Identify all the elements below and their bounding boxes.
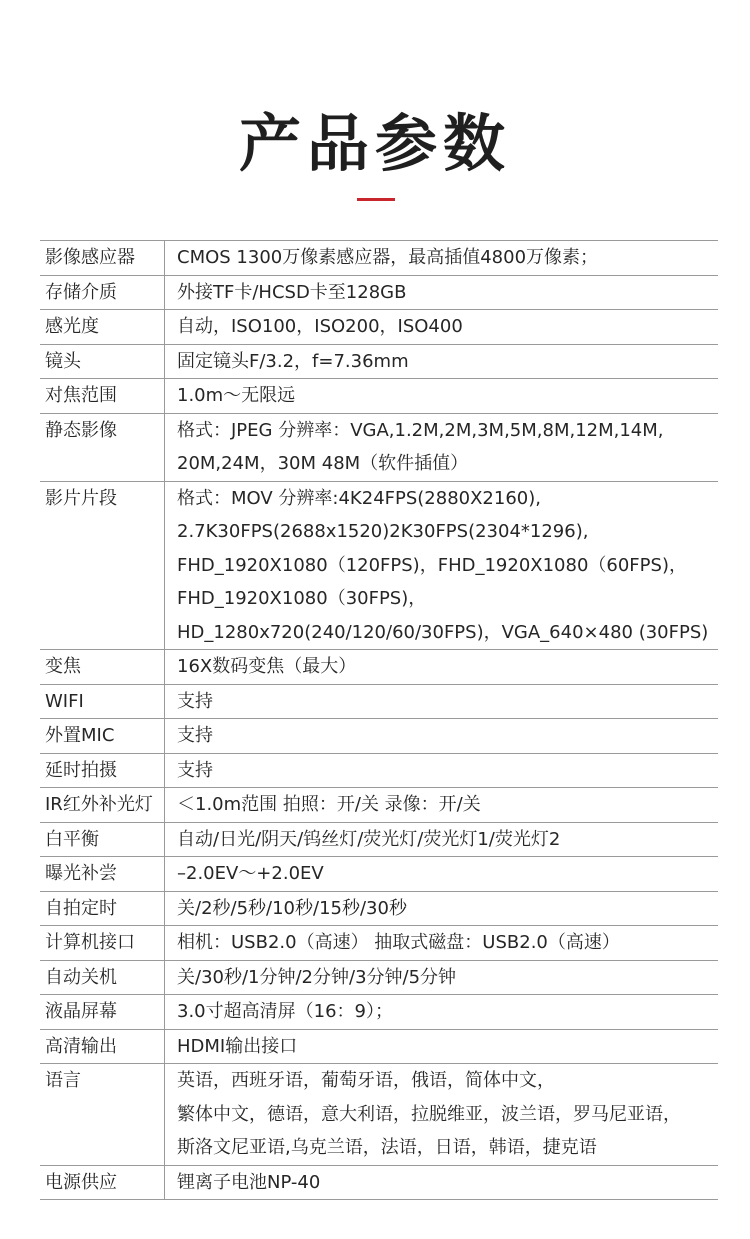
spec-label: 变焦 [40,650,165,685]
spec-row [40,857,718,892]
spec-table [40,240,718,1200]
spec-value [165,960,719,995]
page-title: 产品参数 [238,107,511,180]
spec-value [165,684,719,719]
spec-row [40,753,718,788]
spec-value [165,241,719,276]
spec-label: 液晶屏幕 [40,995,165,1030]
spec-value [165,857,719,892]
spec-value-line: 锂离子电池NP-40 [177,1171,321,1193]
spec-value-line: 1.0m～无限远 [177,385,296,406]
spec-row [40,960,718,995]
spec-value-line: 繁体中文，德语，意大利语，拉脱维亚，波兰语，罗马尼亚语， [177,1103,681,1125]
spec-value [165,481,719,650]
spec-value-line: FHD_1920X1080（120FPS)，FHD_1920X1080（60FPS)， [177,554,687,576]
spec-label: 影片片段 [40,481,165,650]
spec-label: 计算机接口 [40,926,165,961]
spec-value-line: 格式：JPEG 分辨率：VGA,1.2M,2M,3M,5M,8M,12M,14M, [177,419,664,441]
spec-row [40,413,718,481]
spec-value-line: –2.0EV～+2.0EV [177,863,324,884]
spec-value [165,995,719,1030]
spec-value-line: HD_1280x720(240/120/60/30FPS)，VGA_640×480 (30FPS) [177,621,709,643]
spec-row [40,788,718,823]
spec-value [165,788,719,823]
spec-value-line: FHD_1920X1080（30FPS)， [177,588,427,609]
spec-value-line: 外接TF卡/HCSD卡至128GB [177,281,407,303]
spec-label: 自拍定时 [40,891,165,926]
spec-label: 电源供应 [40,1165,165,1200]
spec-value [165,275,719,310]
spec-label: 镜头 [40,344,165,379]
spec-label: 外置MIC [40,719,165,754]
spec-value [165,344,719,379]
spec-label: 感光度 [40,310,165,345]
spec-label: 曝光补尝 [40,857,165,892]
spec-value-line: 自动，ISO100，ISO200，ISO400 [177,316,463,337]
spec-value-line: 支持 [177,725,213,746]
spec-row [40,275,718,310]
spec-value-line: 相机：USB2.0（高速） 抽取式磁盘：USB2.0（高速） [177,932,620,953]
spec-value-line: 支持 [177,759,213,781]
spec-row [40,891,718,926]
spec-label: IR红外补光灯 [40,788,165,823]
spec-row [40,310,718,345]
spec-value-line: 固定镜头F/3.2，f=7.36mm [177,350,409,372]
spec-label: WIFI [40,684,165,719]
spec-row [40,481,718,650]
spec-label: 存储介质 [40,275,165,310]
spec-value-line: 自动/日光/阴天/钨丝灯/荧光灯/荧光灯1/荧光灯2 [177,828,561,850]
spec-row [40,926,718,961]
spec-label: 语言 [40,1064,165,1166]
spec-value [165,822,719,857]
spec-value [165,1064,719,1166]
spec-row [40,379,718,414]
spec-value-line: 斯洛文尼亚语,乌克兰语，法语，日语，韩语，捷克语 [177,1137,597,1158]
spec-value [165,1165,719,1200]
spec-label: 静态影像 [40,413,165,481]
spec-row [40,822,718,857]
spec-label: 高清输出 [40,1029,165,1064]
spec-value [165,719,719,754]
spec-value-line: CMOS 1300万像素感应器，最高插值4800万像素； [177,247,599,268]
spec-row [40,650,718,685]
spec-row [40,684,718,719]
spec-table-body [40,241,718,1200]
spec-label: 对焦范围 [40,379,165,414]
spec-value-line: 2.7K30FPS(2688x1520)2K30FPS(2304*1296), [177,521,589,542]
spec-value [165,310,719,345]
spec-value-line: 16X数码变焦（最大） [177,656,357,677]
spec-value [165,891,719,926]
spec-value-line: ＜1.0m范围 拍照：开/关 录像：开/关 [177,794,481,815]
spec-row [40,241,718,276]
spec-row [40,344,718,379]
spec-label: 延时拍摄 [40,753,165,788]
spec-value [165,1029,719,1064]
spec-value-line: 英语，西班牙语，葡萄牙语，俄语，简体中文， [177,1070,555,1091]
spec-row [40,1064,718,1166]
spec-value [165,650,719,685]
spec-value-line: HDMI输出接口 [177,1035,298,1057]
spec-row [40,1029,718,1064]
spec-row [40,995,718,1030]
spec-value-line: 3.0寸超高清屏（16：9）； [177,1001,393,1022]
spec-label: 白平衡 [40,822,165,857]
spec-label: 影像感应器 [40,241,165,276]
spec-value-line: 关/30秒/1分钟/2分钟/3分钟/5分钟 [177,966,457,988]
title-underline [357,198,395,201]
spec-row [40,719,718,754]
spec-value [165,926,719,961]
spec-value-line: 支持 [177,690,213,712]
spec-value [165,413,719,481]
spec-row [40,1165,718,1200]
spec-value [165,379,719,414]
spec-value-line: 格式：MOV 分辨率:4K24FPS(2880X2160), [177,487,541,509]
spec-value [165,753,719,788]
spec-value-line: 关/2秒/5秒/10秒/15秒/30秒 [177,897,407,919]
spec-value-line: 20M,24M，30M 48M（软件插值） [177,453,469,474]
spec-label: 自动关机 [40,960,165,995]
